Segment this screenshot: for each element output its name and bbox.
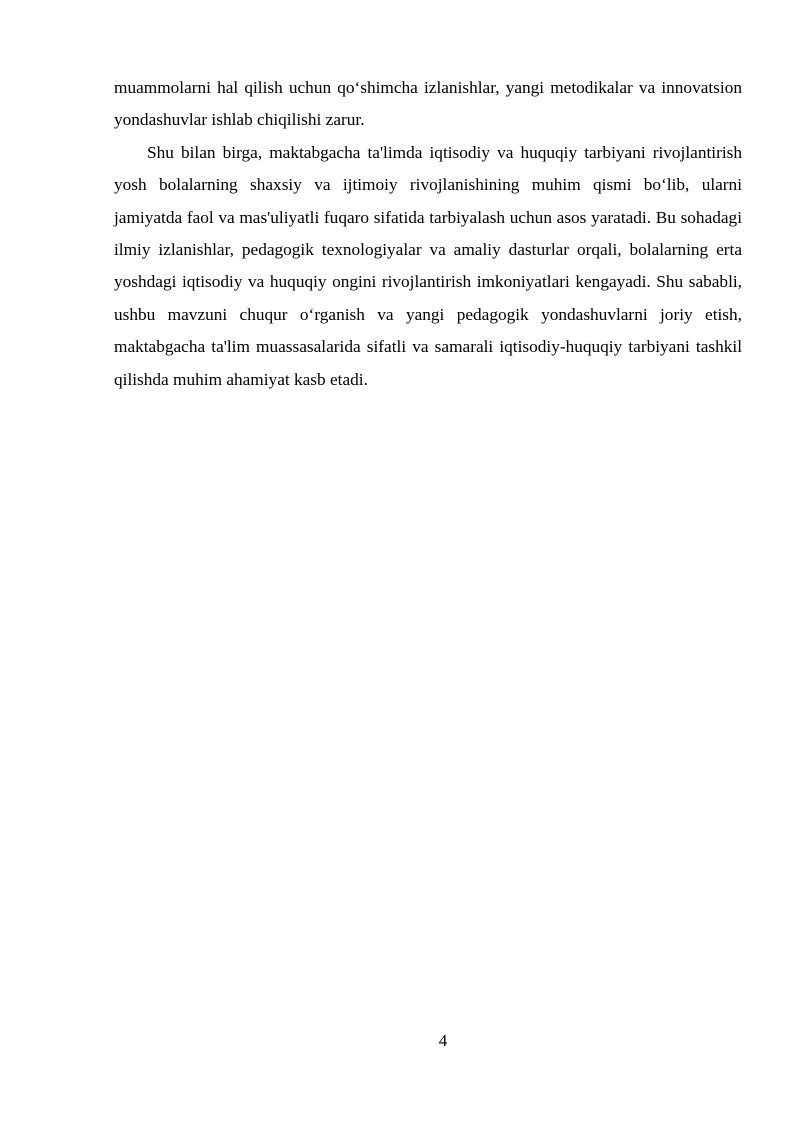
body-text bbox=[114, 72, 742, 396]
page-number: 4 bbox=[438, 1031, 448, 1050]
paragraph-main: Shu bilan birga, maktabgacha ta'limda iqtisodiy va huquqiy tarbiyani rivojlantirish yosh bolalarning shaxsiy va ijtimoiy rivojlanishining muhim qismi bo‘lib, ularni jamiyatda faol va mas'uliyatli fuqaro sifatida tarbiyalash uchun asos yaratadi. Bu sohadagi ilmiy izlanishlar, pedagogik texnologiyalar va amaliy dasturlar orqali, bolalarning erta yoshdagi iqtisodiy va huquqiy ongini rivojlantirish imkoniyatlari kengayadi. Shu sababli, ushbu mavzuni chuqur o‘rganish va yangi pedagogik yondashuvlarni joriy etish, maktabgacha ta'lim muassasalarida sifatli va samarali iqtisodiy-huquqiy tarbiyani tashkil qilishda muhim ahamiyat kasb etadi. bbox=[114, 142, 742, 389]
paragraph-continuation: muammolarni hal qilish uchun qo‘shimcha izlanishlar, yangi metodikalar va innovatsion yondashuvlar ishlab chiqilishi zarur. bbox=[114, 78, 742, 130]
